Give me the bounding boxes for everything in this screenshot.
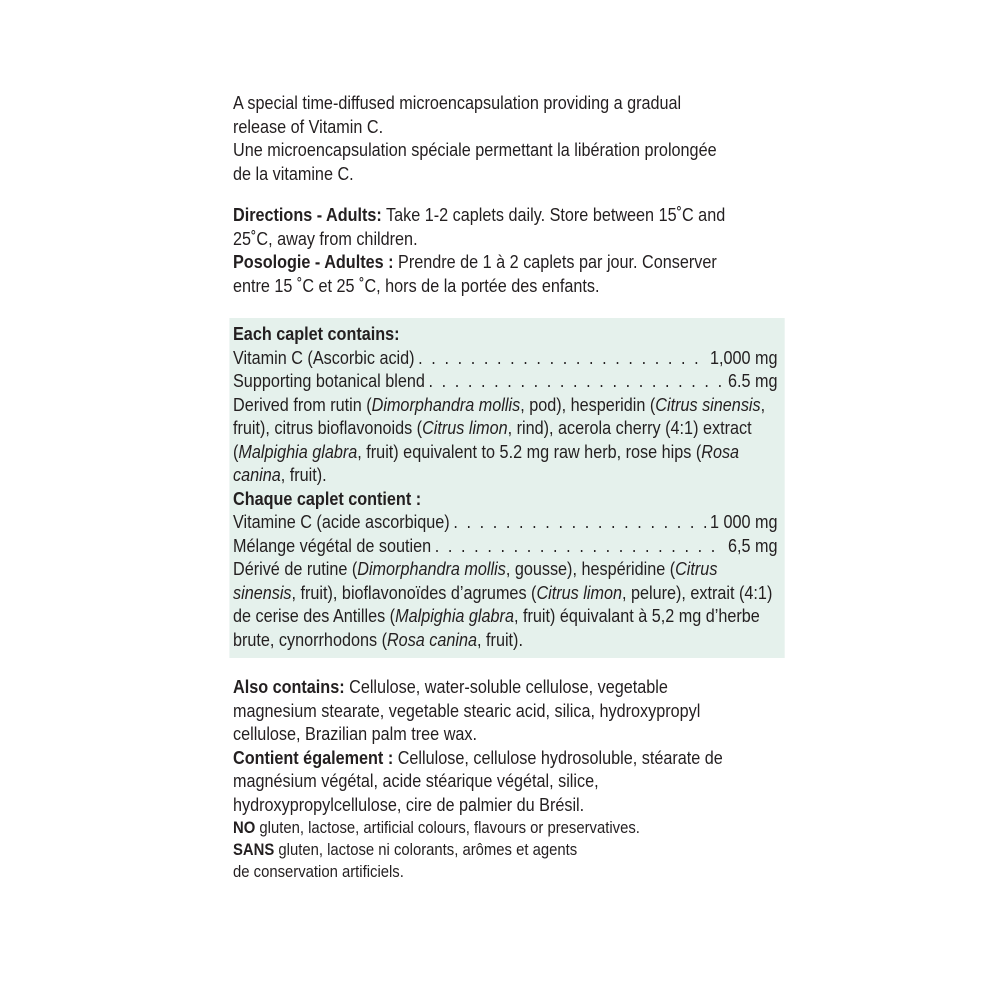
also-contains-english-label: Also contains:: [233, 677, 345, 697]
botanical-description-french: [233, 558, 778, 652]
desc-text: , fruit).: [477, 629, 523, 650]
ingredient-row: [233, 535, 778, 559]
also-contains-french: [233, 747, 737, 818]
intro-english: A special time-diffused microencapsulation providing a gradual release of Vitamin C.: [233, 93, 682, 137]
dot-leader: [453, 511, 706, 535]
free-from-english-label: NO: [233, 819, 256, 837]
ingredient-row: [233, 511, 778, 535]
directions-french-text: Prendre de 1 à 2 caplets par jour. Conserver entre 15 ˚C et 25 ˚C, hors de la portée des enfants.: [233, 252, 717, 296]
latin-name: Dimorphandra mollis: [357, 559, 506, 579]
botanical-description-english: [233, 394, 778, 488]
free-from-french: [233, 839, 737, 861]
free-from-french-text: gluten, lactose ni colorants, arômes et agents: [274, 841, 578, 859]
dot-leader: [418, 347, 706, 371]
latin-name: Rosa canina: [233, 441, 740, 485]
also-contains-english-text: Cellulose, water-soluble cellulose, vegetable magnesium stearate, vegetable stearic acid, silica, hydroxypropyl cellulose, Brazilian palm tree wax.: [233, 677, 701, 744]
desc-text: , fruit), bioflavonoïdes d’agrumes (: [291, 582, 537, 603]
ingredient-amount: 1 000 mg: [709, 512, 778, 532]
intro-french: Une microencapsulation spéciale permettant la libération prolongée de la vitamine C.: [233, 140, 717, 184]
ingredient-amount: 6,5 mg: [727, 535, 778, 556]
ingredients-english-heading-text: Each caplet contains:: [233, 324, 400, 344]
desc-text: , rind), acerola cherry (4:1) extract (: [233, 418, 752, 462]
free-from-english-text: gluten, lactose, artificial colours, flavours or preservatives.: [255, 819, 640, 837]
intro-section: [233, 92, 737, 186]
also-contains-french-label: Contient également :: [233, 747, 394, 768]
dot-leader: [435, 535, 725, 559]
desc-text: , fruit) équivalant à 5,2 mg d’herbe brute, cynorrhodons (: [233, 606, 760, 650]
directions-english-label: Directions - Adults:: [233, 205, 382, 225]
desc-text: , fruit), citrus bioflavonoids (: [233, 394, 766, 438]
ingredient-name: Mélange végétal de soutien: [233, 535, 432, 556]
ingredients-panel: [229, 318, 784, 658]
ingredient-name: Vitamin C (Ascorbic acid): [233, 347, 415, 368]
directions-english-text: Take 1-2 caplets daily. Store between 15˚C and 25˚C, away from children.: [233, 205, 726, 249]
ingredient-name: Supporting botanical blend: [233, 371, 425, 391]
free-from-french-continued: de conservation artificiels.: [233, 863, 404, 881]
desc-text: , fruit).: [280, 465, 327, 485]
desc-text: Dérivé de rutine (: [233, 559, 358, 579]
free-from-french-label: SANS: [233, 841, 275, 859]
desc-text: , pod), hesperidin (: [520, 394, 656, 415]
latin-name: Citrus sinensis: [655, 394, 761, 415]
latin-name: Citrus limon: [536, 582, 622, 603]
directions-french: [233, 251, 737, 298]
ingredients-french-heading-text: Chaque caplet contient :: [233, 488, 422, 509]
ingredient-amount: 6.5 mg: [727, 371, 778, 391]
ingredient-amount: 1,000 mg: [709, 347, 778, 368]
directions-french-label: Posologie - Adultes :: [233, 252, 394, 272]
dot-leader: [428, 370, 724, 394]
ingredient-row: [233, 347, 778, 371]
desc-text: Derived from rutin (: [233, 394, 372, 415]
latin-name: Dimorphandra mollis: [371, 394, 521, 415]
directions-english: [233, 204, 737, 251]
latin-name: Rosa canina: [386, 629, 478, 650]
also-contains-english: [233, 676, 737, 747]
desc-text: , pelure), extrait (4:1) de cerise des Antilles (: [233, 582, 773, 626]
ingredients-french-heading: [233, 488, 778, 512]
free-from-section: [233, 817, 737, 883]
also-contains-french-text: Cellulose, cellulose hydrosoluble, stéarate de magnésium végétal, acide stéarique végétal, silice, hydroxypropylcellulose, cire de palmier du Brésil.: [233, 747, 723, 815]
ingredient-row: [233, 370, 778, 394]
directions-section: [233, 204, 737, 298]
desc-text: , fruit) equivalent to 5.2 mg raw herb, rose hips (: [357, 441, 702, 462]
latin-name: Malpighia glabra: [395, 606, 514, 626]
ingredients-english-heading: [233, 323, 778, 347]
ingredient-name: Vitamine C (acide ascorbique): [233, 512, 450, 532]
desc-text: , gousse), hespéridine (: [505, 559, 676, 579]
latin-name: Malpighia glabra: [238, 441, 358, 462]
product-label: [233, 92, 778, 883]
free-from-english: [233, 817, 737, 839]
latin-name: Citrus sinensis: [233, 559, 718, 603]
latin-name: Citrus limon: [422, 418, 508, 438]
